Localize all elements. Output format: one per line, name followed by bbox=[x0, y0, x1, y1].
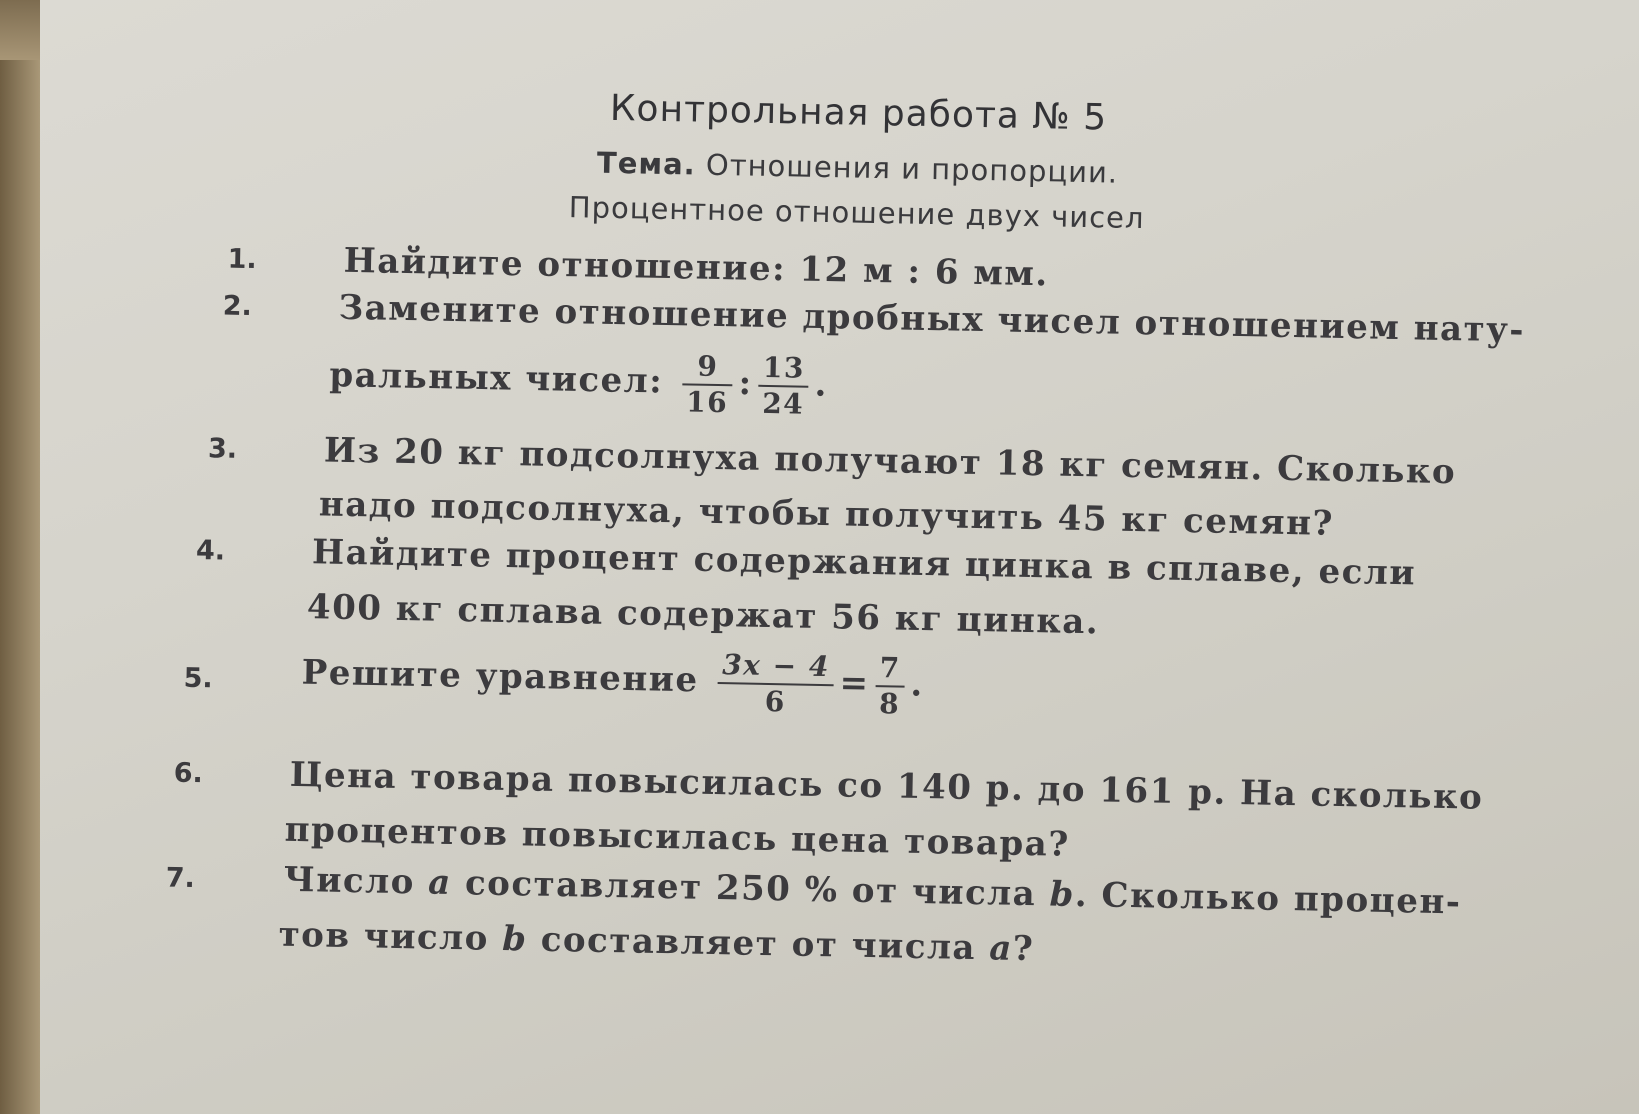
fraction-numerator: 13 bbox=[759, 351, 810, 388]
task-7-text-e: составляет от числа bbox=[527, 919, 990, 969]
task-2-line-2-text: ральных чисел: bbox=[329, 355, 664, 402]
topic-line-2: Процентное отношение двух чисел bbox=[568, 190, 1145, 236]
task-6-line-1: Цена товара повысилась со 140 р. до 161 р. На сколько bbox=[289, 754, 1484, 818]
fraction-3x-4-over-6 bbox=[717, 648, 834, 719]
task-2-end: . bbox=[814, 364, 829, 405]
page-title: Контрольная работа № 5 bbox=[609, 87, 1108, 139]
task-2-line-1: Замените отношение дробных чисел отношением нату- bbox=[338, 287, 1526, 351]
task-4-line-1: Найдите процент содержания цинка в сплаве, если bbox=[311, 532, 1417, 594]
task-3-line-1: Из 20 кг подсолнуха получают 18 кг семян. Сколько bbox=[323, 430, 1457, 493]
task-7-line-1 bbox=[283, 860, 1461, 923]
task-6-number: 6. bbox=[173, 757, 204, 790]
task-5-text: Решите уравнение bbox=[301, 652, 699, 701]
task-5-number: 5. bbox=[183, 662, 213, 695]
task-7-text-a: Число bbox=[283, 859, 429, 903]
task-1-line-1: Найдите отношение: 12 м : 6 мм. bbox=[343, 240, 1050, 295]
fraction-denominator: 6 bbox=[764, 684, 787, 718]
task-1-number: 1. bbox=[227, 243, 258, 276]
fraction-13-24 bbox=[758, 351, 809, 421]
variable-a: a bbox=[988, 928, 1014, 969]
fraction-7-8 bbox=[875, 651, 905, 721]
task-6-line-2: процентов повысилась цена товара? bbox=[284, 809, 1071, 865]
fraction-denominator: 8 bbox=[878, 686, 901, 721]
task-7-text-c: . Сколько процен- bbox=[1074, 874, 1462, 923]
variable-b: b bbox=[1049, 874, 1076, 915]
task-7-number: 7. bbox=[165, 862, 196, 895]
variable-b: b bbox=[501, 918, 528, 960]
topic-label: Тема. bbox=[596, 145, 697, 182]
task-7-text-b: составляет 250 % от числа bbox=[451, 862, 1050, 915]
topic-text: Отношения и пропорции. bbox=[705, 147, 1119, 190]
task-4-number: 4. bbox=[195, 535, 226, 567]
fraction-9-16 bbox=[682, 349, 733, 419]
task-5-line-1 bbox=[301, 640, 924, 721]
fraction-denominator: 24 bbox=[761, 386, 805, 421]
fraction-numerator: 9 bbox=[683, 349, 734, 386]
task-3-number: 3. bbox=[207, 433, 238, 465]
equals-sign: = bbox=[839, 662, 870, 704]
task-2-number: 2. bbox=[222, 290, 253, 323]
task-7-text-f: ? bbox=[1012, 928, 1035, 970]
task-2-line-2 bbox=[329, 343, 829, 422]
task-3-line-2: надо подсолнуха, чтобы получить 45 кг семян? bbox=[318, 484, 1335, 544]
fraction-numerator: 3x − 4 bbox=[718, 648, 834, 686]
task-7-line-2 bbox=[278, 915, 1034, 970]
ratio-colon: : bbox=[738, 363, 754, 404]
task-7-text-d: тов число bbox=[278, 914, 503, 959]
fraction-denominator: 16 bbox=[685, 384, 729, 419]
variable-a: a bbox=[427, 862, 453, 903]
fraction-numerator: 7 bbox=[875, 651, 905, 687]
task-4-line-2: 400 кг сплава содержат 56 кг цинка. bbox=[306, 587, 1100, 643]
task-5-end: . bbox=[910, 664, 925, 705]
